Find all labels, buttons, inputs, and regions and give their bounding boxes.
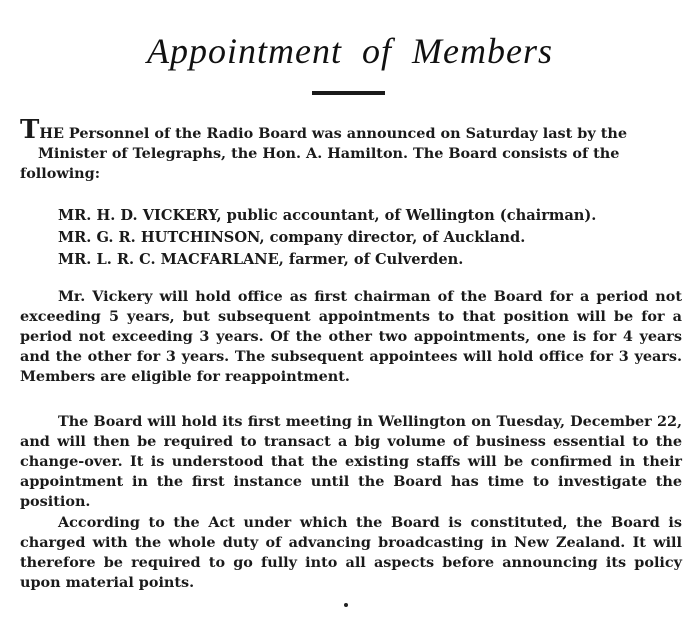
end-mark	[344, 603, 348, 607]
intro-line-1: HE Personnel of the Radio Board was announced on Saturday last by the	[39, 125, 628, 142]
intro-paragraph	[20, 115, 682, 184]
title-rule	[312, 91, 385, 95]
intro-line-3: following:	[20, 165, 101, 182]
member-item: MR. G. R. HUTCHINSON, company director, of Auckland.	[58, 229, 526, 246]
paragraph-act: According to the Act under which the Board is constituted, the Board is charged with the whole duty of advancing broadcasting in New Zealand. It will therefore be required to go fully into all aspects before announcing its policy upon material points.	[20, 514, 682, 591]
member-list	[58, 205, 688, 271]
paragraph-terms: Mr. Vickery will hold office as first chairman of the Board for a period not exceeding 5 years, but subsequent appointments to that position will be for a period not exceeding 3 years. Of the other two appointments, one is for 4 years and the other for 3 years. The subsequent appointees will hold office for 3 years. Members are eligible for reappointment.	[20, 288, 682, 385]
member-item: MR. L. R. C. MACFARLANE, farmer, of Culverden.	[58, 251, 464, 268]
article-title: Appointment of Members	[147, 31, 553, 71]
paragraph-first-meeting: The Board will hold its first meeting in Wellington on Tuesday, December 22, and will then be required to transact a big volume of business essential to the change-over. It is understood that the existing staffs will be confirmed in their appointment in the first instance until the Board has time to investigate the position.	[20, 413, 682, 510]
member-item: MR. H. D. VICKERY, public accountant, of Wellington (chairman).	[58, 207, 597, 224]
drop-cap: T	[20, 115, 40, 145]
intro-line-2: Minister of Telegraphs, the Hon. A. Hamilton. The Board consists of the	[38, 145, 620, 162]
